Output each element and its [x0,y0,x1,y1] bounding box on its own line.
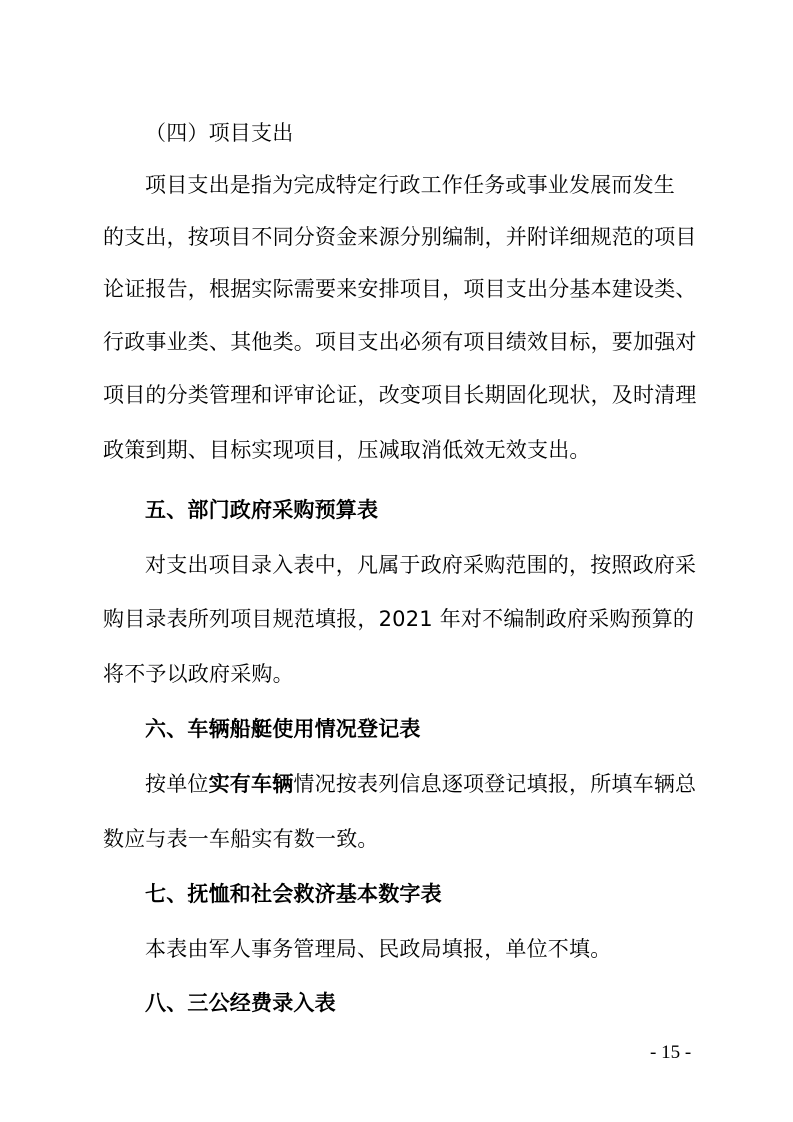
paragraph-text: 情况按表列信息逐项登记填报，所填车辆总 [293,772,697,796]
section-8-heading: 八、三公经费录入表 [145,991,336,1015]
page-number: - 15 - [650,1042,692,1063]
paragraph-line: 本表由军人事务管理局、民政局填报，单位不填。 [145,937,612,961]
paragraph-line: 的支出，按项目不同分资金来源分别编制，并附详细规范的项目 [103,225,697,249]
paragraph-text-serif: 消低效无效支出 [421,438,570,462]
paragraph-line [145,769,745,799]
paragraph-line: 购目录表所列项目规范填报，2021 年对不编制政府采购预算的 [103,607,695,631]
paragraph-text: 政策到期、目标实现项目，压减取 [103,438,421,462]
section-7-heading: 七、抚恤和社会救济基本数字表 [145,882,442,906]
paragraph-line: 行政事业类、其他类。项目支出必须有项目绩效目标，要加强对 [103,330,697,354]
paragraph-text: 按单位 [145,772,209,796]
paragraph-line: 对支出项目录入表中，凡属于政府采购范围的，按照政府采 [145,553,697,577]
section-6-heading: 六、车辆船艇使用情况登记表 [145,717,421,741]
paragraph-text-end: 。 [569,438,591,462]
paragraph-line: 将不予以政府采购。 [103,662,294,686]
paragraph-line [103,435,703,465]
paragraph-line: 数应与表一车船实有数一致。 [103,827,379,851]
section-4-heading: （四）项目支出 [145,121,294,145]
paragraph-text-bold: 实有车辆 [208,772,294,796]
paragraph-line: 论证报告，根据实际需要来安排项目，项目支出分基本建设类、 [103,277,697,301]
paragraph-line: 项目的分类管理和评审论证，改变项目长期固化现状，及时清理 [103,383,697,407]
paragraph-line: 项目支出是指为完成特定行政工作任务或事业发展而发生 [145,173,675,197]
section-5-heading: 五、部门政府采购预算表 [145,498,379,522]
